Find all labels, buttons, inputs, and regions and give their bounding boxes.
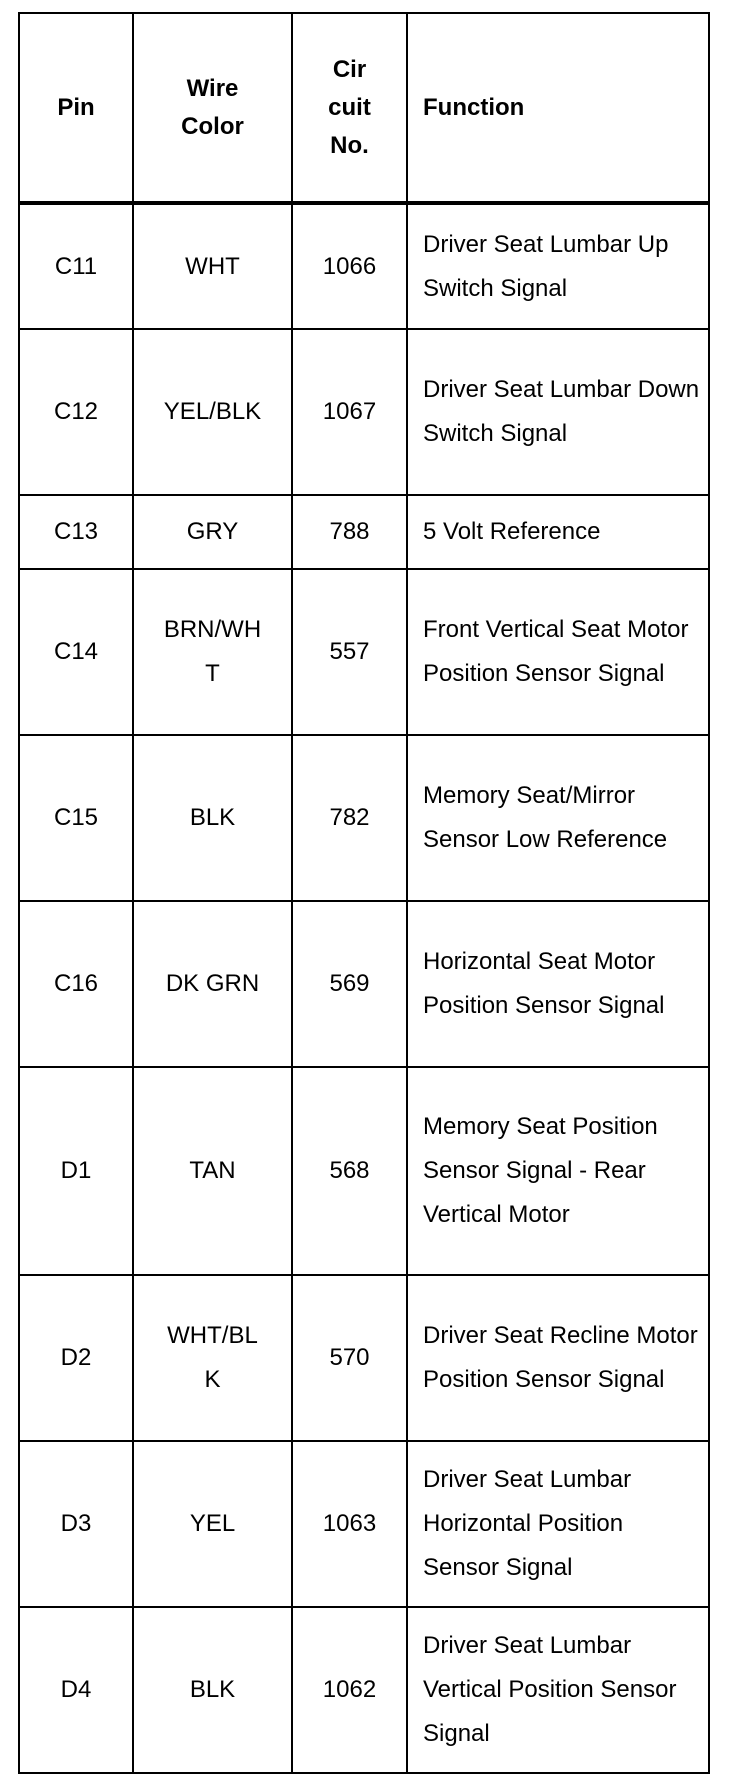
pin-cell: D2 [19,1275,133,1441]
circuit-cell: 1063 [292,1441,407,1607]
function-cell: Driver Seat Lumbar Up Switch Signal [407,203,709,329]
function-cell: Front Vertical Seat Motor Position Sensor Signal [407,569,709,735]
circuit-cell: 570 [292,1275,407,1441]
circuit-cell: 1062 [292,1607,407,1773]
header-circuit-no [292,13,407,203]
pin-cell: C12 [19,329,133,495]
function-cell: Driver Seat Lumbar Vertical Position Sensor Signal [407,1607,709,1773]
wire-color-cell: BLK [133,1607,292,1773]
header-circuit-no-label: Cir cuit No. [328,55,371,159]
wire-color-cell: GRY [133,495,292,569]
pin-cell: D4 [19,1607,133,1773]
wire-color-cell [133,1275,292,1441]
pin-cell: C13 [19,495,133,569]
function-cell: Driver Seat Lumbar Down Switch Signal [407,329,709,495]
circuit-cell: 1067 [292,329,407,495]
function-cell: Driver Seat Recline Motor Position Sensor Signal [407,1275,709,1441]
header-wire-color [133,13,292,203]
table-row [19,1067,709,1275]
function-cell: Memory Seat/Mirror Sensor Low Reference [407,735,709,901]
table-row [19,901,709,1067]
header-pin: Pin [19,13,133,203]
table-row [19,1607,709,1773]
function-cell: Memory Seat Position Sensor Signal - Rear Vertical Motor [407,1067,709,1275]
pin-cell: C14 [19,569,133,735]
wire-color-text: BRN/WHT [163,616,262,687]
circuit-cell: 569 [292,901,407,1067]
wire-color-cell: TAN [133,1067,292,1275]
function-cell: Horizontal Seat Motor Position Sensor Signal [407,901,709,1067]
pin-cell: D1 [19,1067,133,1275]
table-row [19,1275,709,1441]
circuit-cell: 1066 [292,203,407,329]
pin-cell: C15 [19,735,133,901]
pin-function-table [18,12,710,1774]
wire-color-cell: DK GRN [133,901,292,1067]
function-cell: Driver Seat Lumbar Horizontal Position Sensor Signal [407,1441,709,1607]
wire-color-cell [133,569,292,735]
header-wire-color-label: Wire Color [181,74,244,140]
circuit-cell: 568 [292,1067,407,1275]
wire-color-cell [133,329,292,495]
pin-cell: C11 [19,203,133,329]
pin-cell: C16 [19,901,133,1067]
table-row [19,329,709,495]
circuit-cell: 782 [292,735,407,901]
table-row [19,735,709,901]
wire-color-cell: BLK [133,735,292,901]
circuit-cell: 557 [292,569,407,735]
wire-color-cell: YEL [133,1441,292,1607]
table-row [19,495,709,569]
table-header-row [19,13,709,203]
table-row [19,569,709,735]
pin-cell: D3 [19,1441,133,1607]
table-row [19,203,709,329]
wire-color-text: WHT/BLK [167,1322,258,1393]
function-cell: 5 Volt Reference [407,495,709,569]
header-function: Function [407,13,709,203]
table-row [19,1441,709,1607]
wire-color-cell: WHT [133,203,292,329]
wire-color-text: YEL/BLK [163,398,262,425]
circuit-cell: 788 [292,495,407,569]
